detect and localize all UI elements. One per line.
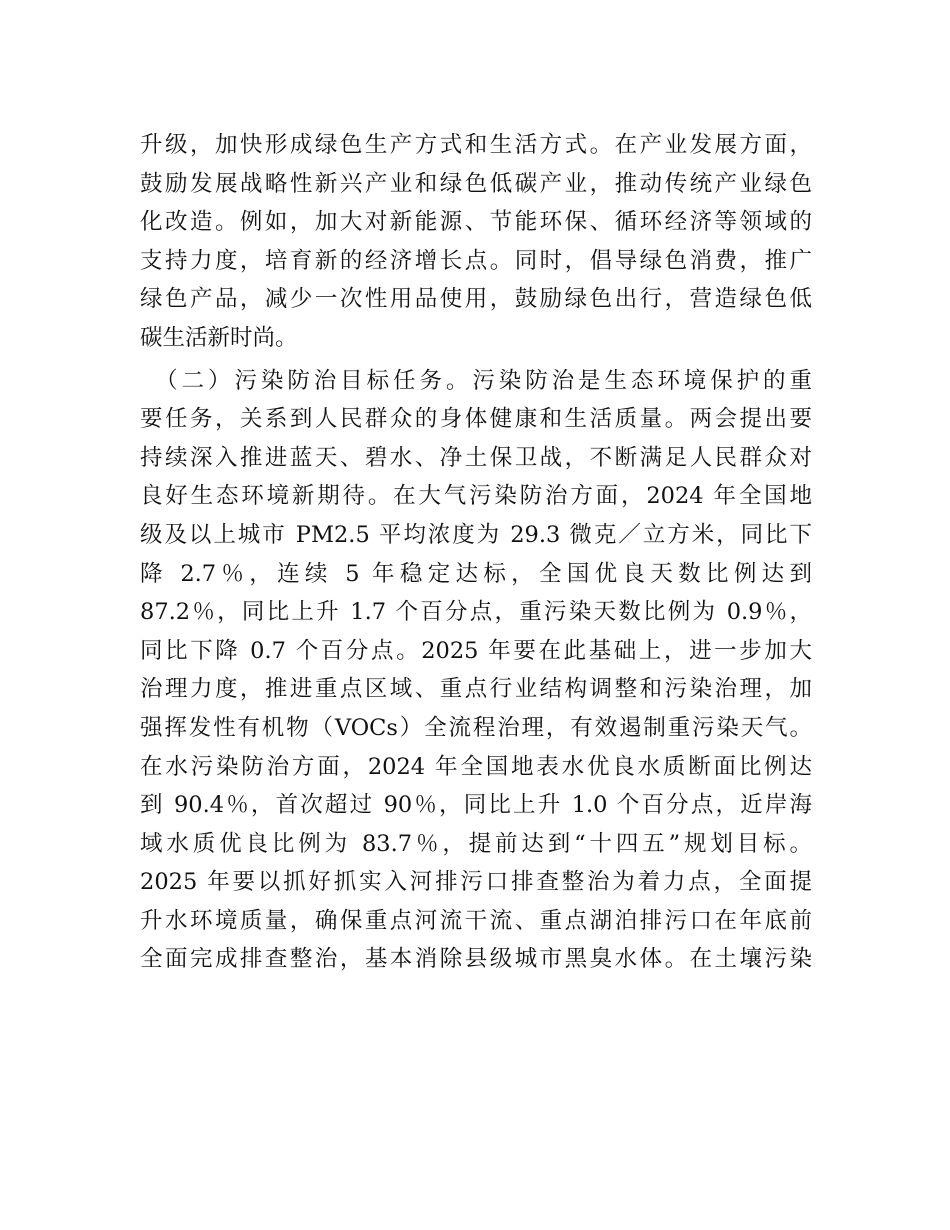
text-line: 在水污染防治方面，2024 年全国地表水优良水质断面比例达 <box>140 753 812 780</box>
text-line: 要任务，关系到人民群众的身体健康和生活质量。两会提出要 <box>140 406 812 433</box>
text-line: 碳生活新时尚。 <box>140 324 298 351</box>
text-line: 全面完成排查整治，基本消除县级城市黑臭水体。在土壤污染 <box>140 946 812 973</box>
text-line: 2025 年要以抓好抓实入河排污口排查整治为着力点，全面提 <box>140 869 812 896</box>
text-line: 化改造。例如，加大对新能源、节能环保、循环经济等领域的 <box>140 209 812 236</box>
text-line: 87.2％，同比上升 1.7 个百分点，重污染天数比例为 0.9％， <box>140 599 812 626</box>
text-line: 持续深入推进蓝天、碧水、净土保卫战，不断满足人民群众对 <box>140 444 812 471</box>
text-line: 同比下降 0.7 个百分点。2025 年要在此基础上，进一步加大 <box>140 637 812 664</box>
text-line: 绿色产品，减少一次性用品使用，鼓励绿色出行，营造绿色低 <box>140 286 812 313</box>
text-line: 支持力度，培育新的经济增长点。同时，倡导绿色消费，推广 <box>140 247 812 274</box>
text-line: 鼓励发展战略性新兴产业和绿色低碳产业，推动传统产业绿色 <box>140 170 812 197</box>
text-line: 升级，加快形成绿色生产方式和生活方式。在产业发展方面， <box>140 132 812 158</box>
text-line: 级及以上城市 PM2.5 平均浓度为 29.3 微克／立方米，同比下 <box>140 521 812 548</box>
document-page <box>140 126 812 979</box>
paragraph-green-development <box>140 126 812 358</box>
text-line: 升水环境质量，确保重点河流干流、重点湖泊排污口在年底前 <box>140 907 812 934</box>
text-line: 到 90.4％，首次超过 90％，同比上升 1.0 个百分点，近岸海 <box>140 792 812 819</box>
text-line: 强挥发性有机物（VOCs）全流程治理，有效遏制重污染天气。 <box>140 714 812 741</box>
text-line: 域水质优良比例为 83.7％，提前达到“十四五”规划目标。 <box>140 830 812 857</box>
text-line: 良好生态环境新期待。在大气污染防治方面，2024 年全国地 <box>140 483 812 510</box>
text-line: 治理力度，推进重点区域、重点行业结构调整和污染治理，加 <box>140 676 812 703</box>
paragraph-pollution-control <box>140 362 812 980</box>
text-line: 降 2.7％，连续 5 年稳定达标，全国优良天数比例达到 <box>140 560 812 587</box>
section-heading-line: （二）污染防治目标任务。污染防治是生态环境保护的重 <box>140 367 812 394</box>
